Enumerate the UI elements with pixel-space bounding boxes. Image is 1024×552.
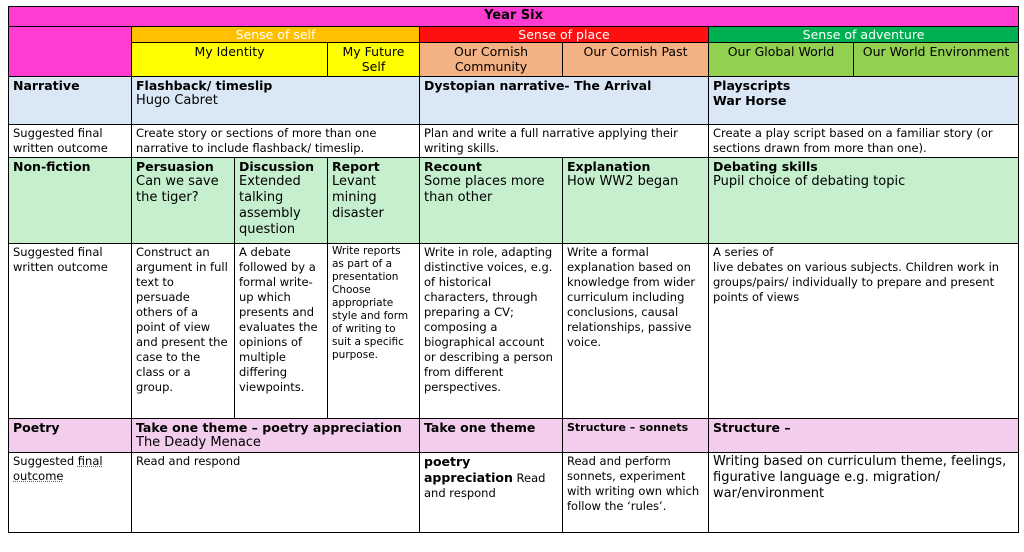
explanation-cell xyxy=(563,158,709,244)
discussion-outcome: A debate followed by a formal write-up which presents and evaluates the opinions of multiple differing viewpoints. xyxy=(235,244,328,419)
recount-cell xyxy=(420,158,563,244)
poetry-adventure-outcome: Writing based on curriculum theme, feelings, figurative language e.g. migration/ war/environment xyxy=(709,453,1019,533)
debating-text: Pupil choice of debating topic xyxy=(713,174,906,189)
poetry-place-1-cell xyxy=(420,419,563,453)
subtheme-my-future-self: My Future Self xyxy=(328,43,420,77)
subtheme-our-cornish-community: Our Cornish Community xyxy=(420,43,563,77)
narrative-adventure-title-2: War Horse xyxy=(713,93,787,108)
sense-of-self-header: Sense of self xyxy=(132,27,420,43)
recount-outcome: Write in role, adapting distinctive voices, e.g. of historical characters, through preparing a CV; composing a biographical account or describing a person from different perspectives. xyxy=(420,244,563,419)
corner-cell xyxy=(9,27,132,77)
debating-outcome xyxy=(709,244,1019,419)
explanation-title: Explanation xyxy=(567,159,651,174)
poetry-outcome-row xyxy=(9,453,1019,533)
poetry-place-1-outcome xyxy=(420,453,563,533)
poetry-place-2-cell xyxy=(563,419,709,453)
recount-text: Some places more than other xyxy=(424,174,545,205)
poetry-adventure-cell xyxy=(709,419,1019,453)
poetry-adventure-title: Structure – xyxy=(713,420,791,435)
sense-row xyxy=(9,27,1019,43)
report-cell xyxy=(328,158,420,244)
discussion-cell xyxy=(235,158,328,244)
persuasion-cell xyxy=(132,158,235,244)
page-title: Year Six xyxy=(9,7,1019,27)
poetry-self-cell xyxy=(132,419,420,453)
poetry-place-2-title: Structure – sonnets xyxy=(567,421,689,434)
sense-of-place-header: Sense of place xyxy=(420,27,709,43)
poetry-self-text: The Deady Menace xyxy=(136,435,261,450)
persuasion-outcome: Construct an argument in full text to persuade others of a point of view and present the case to the class or a group. xyxy=(132,244,235,419)
poetry-outcome-label xyxy=(9,453,132,533)
narrative-self-text: Hugo Cabret xyxy=(136,93,218,108)
persuasion-title: Persuasion xyxy=(136,159,214,174)
narrative-place-title: Dystopian narrative- The Arrival xyxy=(424,78,652,93)
report-outcome: Write reports as part of a presentation Choose appropriate style and form of writing to suit a specific purpose. xyxy=(328,244,420,419)
curriculum-table xyxy=(8,6,1019,533)
narrative-place-outcome: Plan and write a full narrative applying their writing skills. xyxy=(420,125,709,158)
report-text: Levant mining disaster xyxy=(332,174,384,221)
recount-title: Recount xyxy=(424,159,482,174)
debating-title: Debating skills xyxy=(713,159,818,174)
subtheme-our-world-environment: Our World Environment xyxy=(854,43,1019,77)
narrative-self-title: Flashback/ timeslip xyxy=(136,78,273,93)
subtheme-our-cornish-past: Our Cornish Past xyxy=(563,43,709,77)
narrative-adventure-cell xyxy=(709,77,1019,125)
poetry-label: Poetry xyxy=(9,419,132,453)
poetry-place-1-outcome-rest: Read and respond xyxy=(424,471,546,500)
sense-of-adventure-header: Sense of adventure xyxy=(709,27,1019,43)
discussion-title: Discussion xyxy=(239,159,315,174)
narrative-self-outcome: Create story or sections of more than one narrative to include flashback/ timeslip. xyxy=(132,125,420,158)
discussion-text: Extended talking assembly question xyxy=(239,174,301,237)
poetry-place-2-outcome: Read and perform sonnets, experiment with writing own which follow the ‘rules’. xyxy=(563,453,709,533)
persuasion-text: Can we save the tiger? xyxy=(136,174,219,205)
debating-outcome-line-2: live debates on various subjects. Children work in groups/pairs/ individually to prepare and present points of views xyxy=(713,260,1000,304)
subtheme-row xyxy=(9,43,1019,77)
debating-cell xyxy=(709,158,1019,244)
nonfiction-outcome-label: Suggested final written outcome xyxy=(9,244,132,419)
narrative-outcome-row xyxy=(9,125,1019,158)
poetry-self-outcome: Read and respond xyxy=(132,453,420,533)
explanation-text: How WW2 began xyxy=(567,174,679,189)
poetry-row xyxy=(9,419,1019,453)
narrative-place-cell xyxy=(420,77,709,125)
explanation-outcome: Write a formal explanation based on knowledge from wider curriculum including conclusions, causal relationships, passive voice. xyxy=(563,244,709,419)
poetry-outcome-label-3: outcome xyxy=(13,469,64,483)
poetry-place-1-outcome-bold: poetry appreciation xyxy=(424,454,513,485)
poetry-self-title: Take one theme – poetry appreciation xyxy=(136,420,402,435)
poetry-place-1-title: Take one theme xyxy=(424,420,536,435)
narrative-row xyxy=(9,77,1019,125)
narrative-adventure-title: Playscripts xyxy=(713,78,791,93)
poetry-outcome-label-2: final xyxy=(77,454,103,468)
narrative-adventure-outcome: Create a play script based on a familiar story (or sections drawn from more than one). xyxy=(709,125,1019,158)
nonfiction-row xyxy=(9,158,1019,244)
narrative-self-cell xyxy=(132,77,420,125)
narrative-label: Narrative xyxy=(9,77,132,125)
poetry-outcome-label-1: Suggested xyxy=(13,454,75,468)
nonfiction-outcome-row xyxy=(9,244,1019,419)
subtheme-my-identity: My Identity xyxy=(132,43,328,77)
debating-outcome-line-1: A series of xyxy=(713,245,774,259)
report-title: Report xyxy=(332,159,380,174)
subtheme-our-global-world: Our Global World xyxy=(709,43,854,77)
title-row xyxy=(9,7,1019,27)
nonfiction-label: Non-fiction xyxy=(9,158,132,244)
narrative-outcome-label: Suggested final written outcome xyxy=(9,125,132,158)
